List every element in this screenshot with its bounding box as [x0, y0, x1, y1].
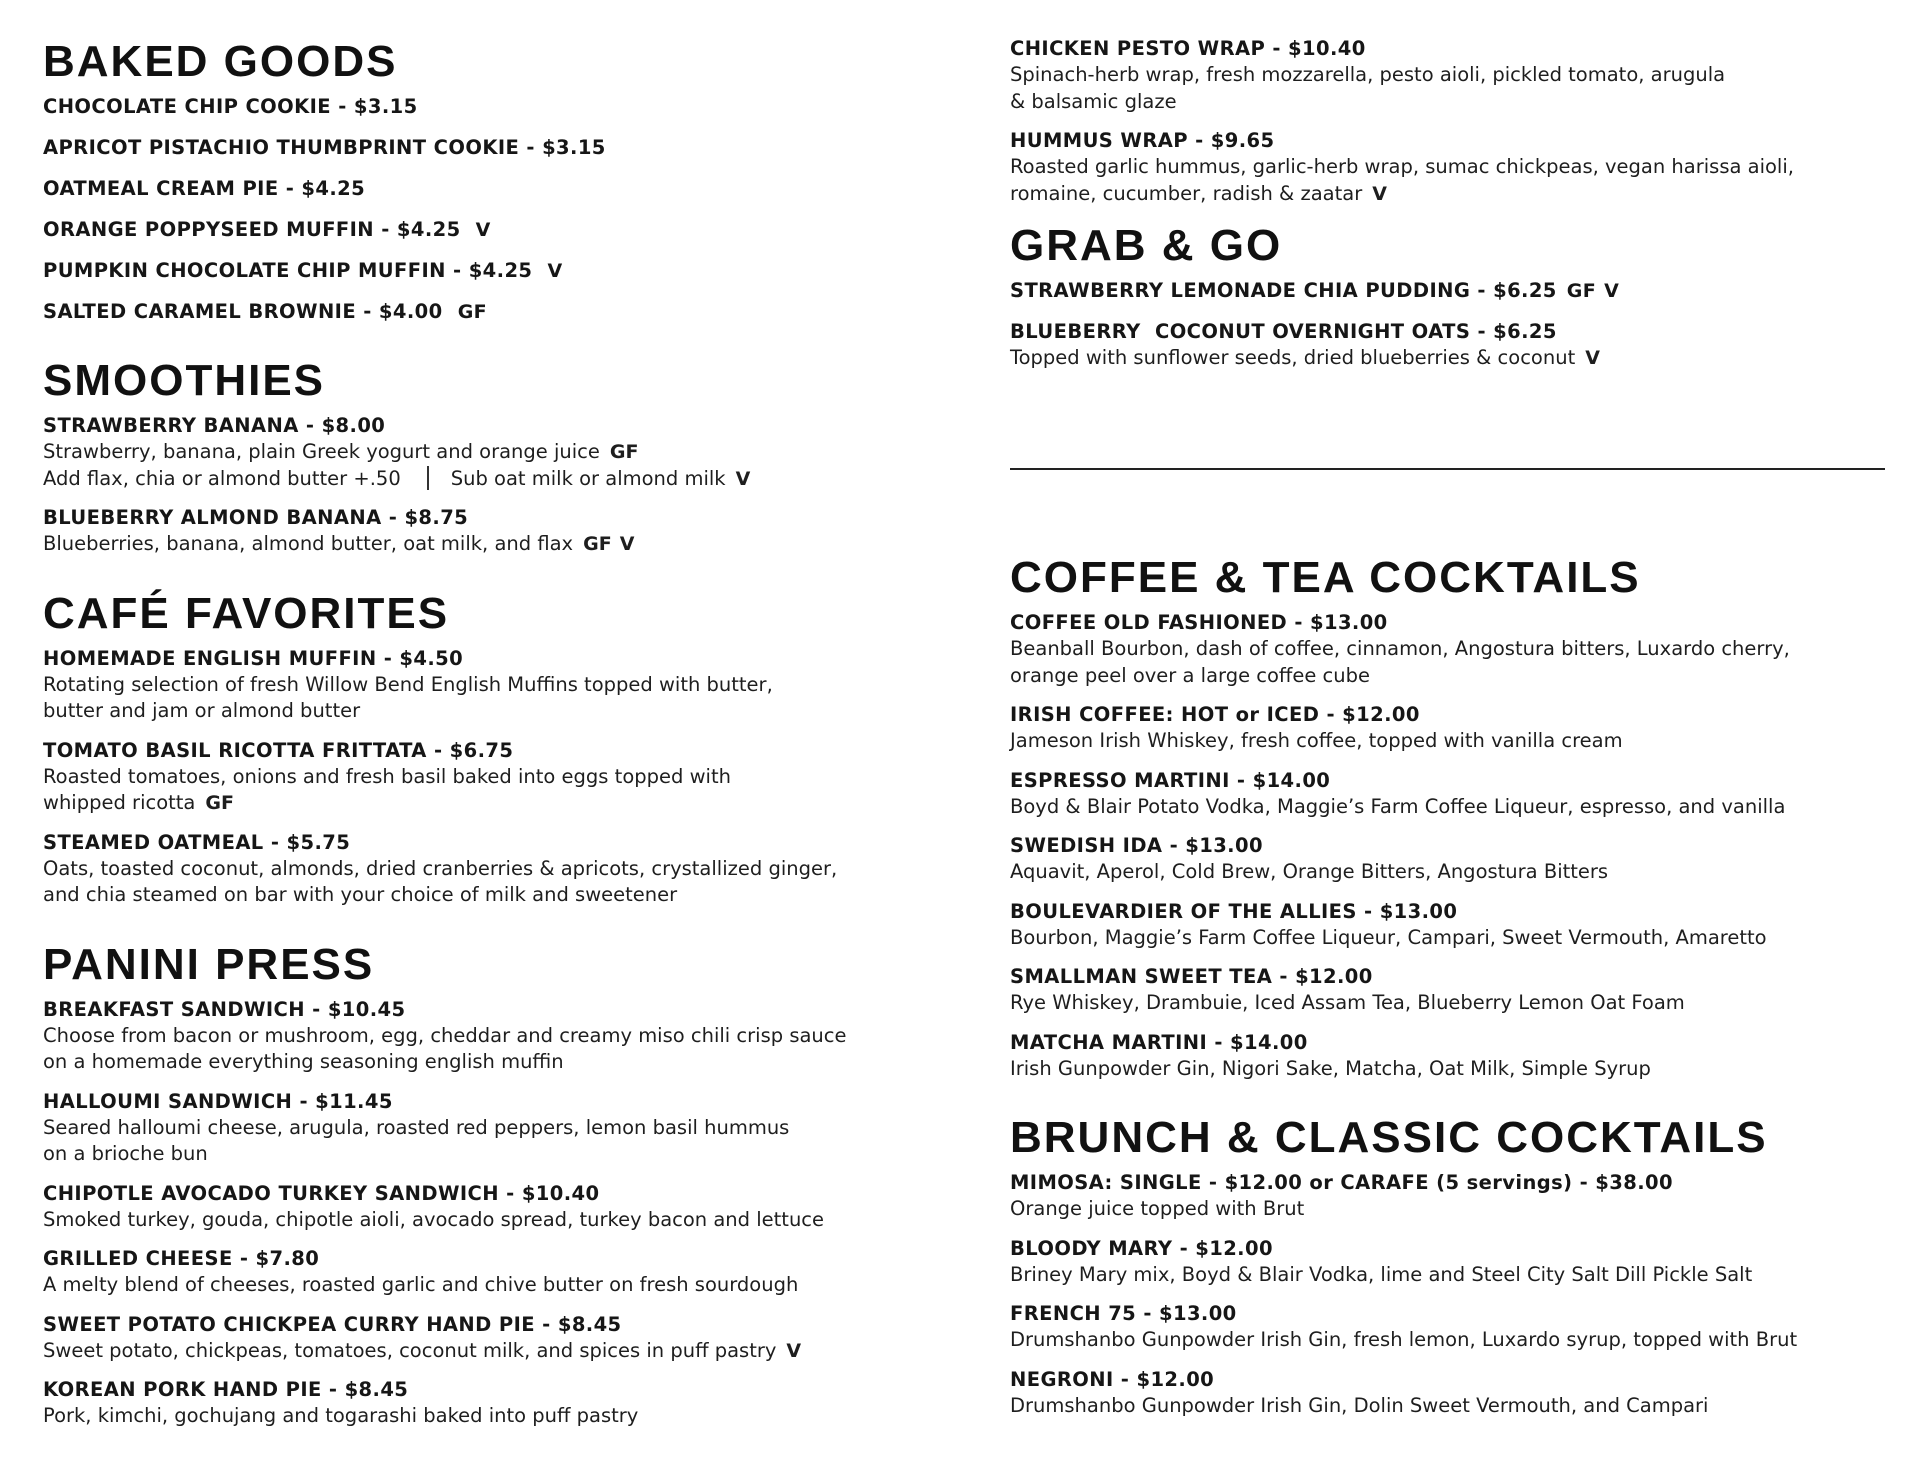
item-description: on a brioche bun — [43, 1142, 208, 1165]
menu-item — [1010, 36, 1890, 115]
section-title: SMOOTHIES — [43, 356, 326, 405]
menu-item — [1010, 964, 1890, 1017]
section-baked-goods — [43, 36, 943, 325]
item-name: SALTED CARAMEL BROWNIE - $4.00 — [43, 300, 443, 323]
item-description: Rotating selection of fresh Willow Bend English Muffins topped with butter, — [43, 672, 773, 696]
section-title: COFFEE & TEA COCKTAILS — [1010, 553, 1641, 602]
item-name: GRILLED CHEESE - $7.80 — [43, 1247, 320, 1270]
menu-item — [43, 505, 943, 558]
section-brunch-classic-cocktails — [1010, 1112, 1890, 1419]
menu-item — [43, 1312, 943, 1365]
menu-item — [43, 217, 943, 243]
description-text: whipped ricotta — [43, 791, 196, 814]
section-cafe-favorites — [43, 588, 943, 909]
menu-item — [1010, 1170, 1890, 1223]
menu-item — [1010, 768, 1890, 821]
vegan-tag: V — [1585, 347, 1600, 369]
vegan-tag: V — [1372, 182, 1387, 205]
item-description: on a homemade everything seasoning english muffin — [43, 1050, 564, 1073]
menu-item — [43, 176, 943, 202]
gluten-free-tag: GF — [205, 792, 234, 814]
sub-text: Sub oat milk or almond milk — [450, 466, 726, 490]
item-description: Beanball Bourbon, dash of coffee, cinnamon, Angostura bitters, Luxardo cherry, — [1010, 637, 1790, 660]
section-panini-press — [43, 939, 943, 1430]
item-name: SWEDISH IDA - $13.00 — [1010, 834, 1263, 857]
right-column-lower — [1010, 552, 1890, 1432]
item-description — [43, 531, 943, 558]
item-name: BLOODY MARY - $12.00 — [1010, 1236, 1273, 1260]
right-column — [1010, 36, 1890, 385]
vegan-tag: V — [547, 260, 563, 282]
item-description: Drumshanbo Gunpowder Irish Gin, Dolin Sweet Vermouth, and Campari — [1010, 1393, 1709, 1417]
item-description — [43, 1338, 943, 1365]
left-column — [43, 36, 943, 1443]
gluten-free-tag: GF — [1566, 280, 1597, 302]
item-description: Roasted tomatoes, onions and fresh basil baked into eggs topped with — [43, 764, 731, 788]
section-title: BRUNCH & CLASSIC COCKTAILS — [1010, 1113, 1768, 1162]
item-addon-line — [43, 466, 943, 493]
item-name: HUMMUS WRAP - $9.65 — [1010, 129, 1275, 152]
gluten-free-tag: GF — [583, 533, 612, 555]
description-text: Sweet potato, chickpeas, tomatoes, coconut milk, and spices in puff pastry — [43, 1338, 777, 1362]
menu-item — [43, 1246, 943, 1299]
menu-item — [1010, 319, 1890, 372]
item-description — [1010, 345, 1890, 372]
menu-item — [1010, 899, 1890, 952]
item-name: TOMATO BASIL RICOTTA FRITTATA - $6.75 — [43, 738, 514, 762]
item-name: STEAMED OATMEAL - $5.75 — [43, 830, 351, 854]
menu-item — [1010, 833, 1890, 886]
section-coffee-tea-cocktails — [1010, 552, 1890, 1082]
item-description: Rye Whiskey, Drambuie, Iced Assam Tea, Blueberry Lemon Oat Foam — [1010, 991, 1685, 1014]
item-description: Spinach-herb wrap, fresh mozzarella, pesto aioli, pickled tomato, arugula — [1010, 63, 1726, 86]
description-text: romaine, cucumber, radish & zaatar — [1010, 181, 1363, 205]
vegan-tag: V — [475, 219, 491, 241]
section-grab-and-go — [1010, 220, 1890, 372]
item-name: CHIPOTLE AVOCADO TURKEY SANDWICH - $10.40 — [43, 1181, 600, 1205]
item-name: BLUEBERRY COCONUT OVERNIGHT OATS - $6.25 — [1010, 320, 1557, 343]
item-name: IRISH COFFEE: HOT or ICED - $12.00 — [1010, 703, 1420, 726]
item-name: CHICKEN PESTO WRAP - $10.40 — [1010, 37, 1366, 60]
vegan-tag: V — [735, 467, 751, 490]
description-text: Topped with sunflower seeds, dried blueberries & coconut — [1010, 346, 1576, 369]
menu-item — [43, 258, 943, 284]
item-name: KOREAN PORK HAND PIE - $8.45 — [43, 1378, 409, 1401]
menu-item — [1010, 1367, 1890, 1420]
item-description: Pork, kimchi, gochujang and togarashi baked into puff pastry — [43, 1404, 639, 1427]
item-description: Choose from bacon or mushroom, egg, cheddar and creamy miso chili crisp sauce — [43, 1023, 847, 1047]
menu-item — [43, 646, 943, 725]
menu-item — [1010, 1236, 1890, 1289]
gluten-free-tag: GF — [457, 301, 488, 323]
item-description — [43, 439, 943, 466]
divider — [427, 466, 429, 490]
menu-item — [1010, 1030, 1890, 1083]
section-wraps — [1010, 36, 1890, 207]
item-name: MATCHA MARTINI - $14.00 — [1010, 1030, 1308, 1054]
item-description: Orange juice topped with Brut — [1010, 1197, 1305, 1220]
item-name: FRENCH 75 - $13.00 — [1010, 1302, 1237, 1325]
item-description: Jameson Irish Whiskey, fresh coffee, topped with vanilla cream — [1010, 729, 1623, 752]
item-description: butter and jam or almond butter — [43, 699, 361, 722]
menu-item — [43, 413, 943, 492]
item-description: Roasted garlic hummus, garlic-herb wrap, sumac chickpeas, vegan harissa aioli, — [1010, 155, 1794, 178]
item-name: HALLOUMI SANDWICH - $11.45 — [43, 1089, 393, 1113]
item-name: STRAWBERRY BANANA - $8.00 — [43, 414, 386, 437]
item-name: CHOCOLATE CHIP COOKIE - $3.15 — [43, 95, 418, 118]
section-title: BAKED GOODS — [43, 37, 398, 86]
item-name: BREAKFAST SANDWICH - $10.45 — [43, 997, 406, 1021]
horizontal-divider — [1010, 468, 1885, 470]
item-description — [43, 790, 943, 817]
section-title: CAFÉ FAVORITES — [43, 588, 450, 638]
item-description: Irish Gunpowder Gin, Nigori Sake, Matcha, Oat Milk, Simple Syrup — [1010, 1056, 1651, 1080]
menu-item — [43, 1377, 943, 1430]
item-description: Aquavit, Aperol, Cold Brew, Orange Bitters, Angostura Bitters — [1010, 860, 1609, 883]
menu-item — [1010, 1301, 1890, 1354]
item-description: Bourbon, Maggie’s Farm Coffee Liqueur, Campari, Sweet Vermouth, Amaretto — [1010, 925, 1767, 949]
item-name: NEGRONI - $12.00 — [1010, 1367, 1215, 1391]
item-name: BOULEVARDIER OF THE ALLIES - $13.00 — [1010, 899, 1458, 923]
item-name: SWEET POTATO CHICKPEA CURRY HAND PIE - $8.45 — [43, 1312, 622, 1336]
item-description: and chia steamed on bar with your choice of milk and sweetener — [43, 883, 678, 906]
item-name: BLUEBERRY ALMOND BANANA - $8.75 — [43, 506, 469, 529]
section-smoothies — [43, 355, 943, 558]
menu-item — [1010, 128, 1890, 207]
menu-item — [43, 738, 943, 817]
item-name: ESPRESSO MARTINI - $14.00 — [1010, 768, 1331, 792]
item-name: COFFEE OLD FASHIONED - $13.00 — [1010, 611, 1388, 634]
menu-item — [43, 1089, 943, 1168]
section-title: GRAB & GO — [1010, 221, 1283, 270]
item-description — [1010, 181, 1890, 208]
menu-item — [43, 135, 943, 161]
item-description: A melty blend of cheeses, roasted garlic and chive butter on fresh sourdough — [43, 1273, 799, 1296]
description-text: Blueberries, banana, almond butter, oat milk, and flax — [43, 532, 574, 555]
item-name: STRAWBERRY LEMONADE CHIA PUDDING - $6.25 — [1010, 279, 1557, 302]
item-name: PUMPKIN CHOCOLATE CHIP MUFFIN - $4.25 — [43, 259, 533, 282]
gluten-free-tag: GF — [609, 441, 639, 463]
item-name: APRICOT PISTACHIO THUMBPRINT COOKIE - $3.15 — [43, 136, 606, 159]
item-description: orange peel over a large coffee cube — [1010, 663, 1370, 687]
vegan-tag: V — [1604, 280, 1620, 302]
item-description: Smoked turkey, gouda, chipotle aioli, avocado spread, turkey bacon and lettuce — [43, 1207, 825, 1231]
menu-item — [43, 830, 943, 909]
vegan-tag: V — [619, 533, 635, 555]
item-name: OATMEAL CREAM PIE - $4.25 — [43, 177, 366, 200]
item-description: Oats, toasted coconut, almonds, dried cranberries & apricots, crystallized ginger, — [43, 856, 838, 880]
section-title: PANINI PRESS — [43, 939, 375, 989]
vegan-tag: V — [786, 1339, 802, 1362]
item-name: MIMOSA: SINGLE - $12.00 or CARAFE (5 servings) - $38.00 — [1010, 1171, 1673, 1194]
menu-item — [43, 299, 943, 325]
item-name: HOMEMADE ENGLISH MUFFIN - $4.50 — [43, 646, 464, 670]
menu-item — [1010, 610, 1890, 689]
description-text: Strawberry, banana, plain Greek yogurt and orange juice — [43, 440, 600, 463]
item-description: Briney Mary mix, Boyd & Blair Vodka, lime and Steel City Salt Dill Pickle Salt — [1010, 1262, 1753, 1286]
menu-item — [43, 1181, 943, 1234]
addon-text: Add flax, chia or almond butter +.50 — [43, 466, 401, 490]
item-description: Boyd & Blair Potato Vodka, Maggie’s Farm Coffee Liqueur, espresso, and vanilla — [1010, 794, 1786, 818]
menu-item — [43, 94, 943, 120]
item-name: ORANGE POPPYSEED MUFFIN - $4.25 — [43, 218, 461, 241]
menu-item — [43, 997, 943, 1076]
item-description: & balsamic glaze — [1010, 89, 1177, 113]
item-description: Seared halloumi cheese, arugula, roasted red peppers, lemon basil hummus — [43, 1115, 790, 1139]
item-description: Drumshanbo Gunpowder Irish Gin, fresh lemon, Luxardo syrup, topped with Brut — [1010, 1328, 1798, 1351]
menu-item — [1010, 278, 1890, 304]
item-name: SMALLMAN SWEET TEA - $12.00 — [1010, 965, 1373, 988]
menu-item — [1010, 702, 1890, 755]
